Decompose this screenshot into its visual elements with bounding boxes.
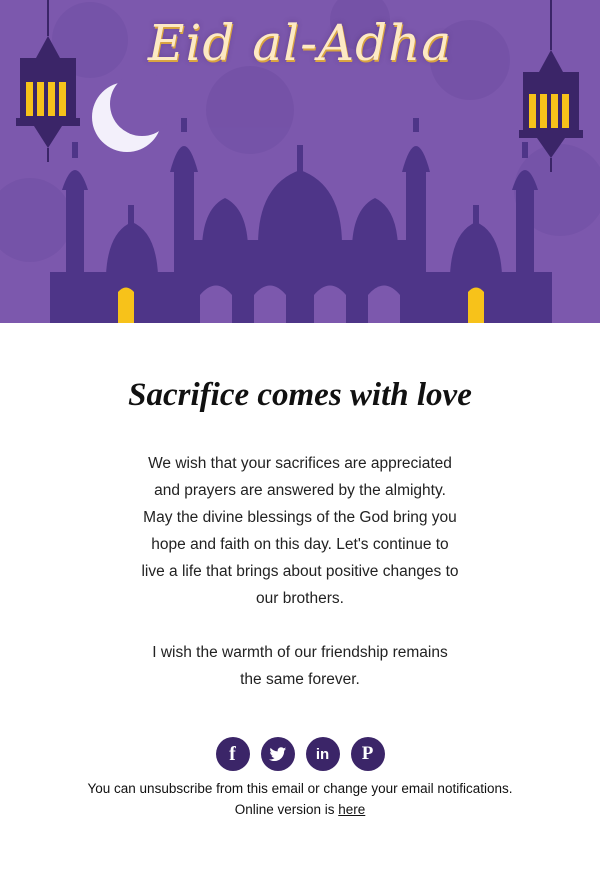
hero-banner [0, 0, 600, 323]
twitter-icon[interactable] [261, 737, 295, 771]
facebook-glyph: f [229, 742, 236, 765]
pinterest-glyph: P [361, 743, 374, 764]
pinterest-icon[interactable] [351, 737, 385, 771]
linkedin-glyph: in [315, 745, 330, 763]
online-version-line [0, 799, 600, 820]
facebook-icon[interactable] [216, 737, 250, 771]
linkedin-icon[interactable] [306, 737, 340, 771]
footer [0, 778, 600, 820]
headline: Sacrifice comes with love [128, 377, 472, 413]
hero-title: Eid al-Adha [147, 14, 453, 72]
message-paragraph-2: I wish the warmth of our friendship remains the same forever. [152, 644, 448, 688]
social-links [0, 737, 600, 771]
message-body [140, 450, 460, 693]
message-paragraph-1: We wish that your sacrifices are appreciated and prayers are answered by the almighty. May the divine blessings of the God bring you hope and faith on this day. Let's continue to live a life that brings about positive changes to our brothers. [141, 455, 459, 607]
crescent-moon-icon [92, 72, 174, 152]
online-version-link[interactable]: here [338, 802, 366, 817]
unsubscribe-text: You can unsubscribe from this email or change your email notifications. [87, 781, 513, 796]
online-version-prefix: Online version is [234, 802, 339, 817]
twitter-bird-icon [269, 747, 287, 762]
